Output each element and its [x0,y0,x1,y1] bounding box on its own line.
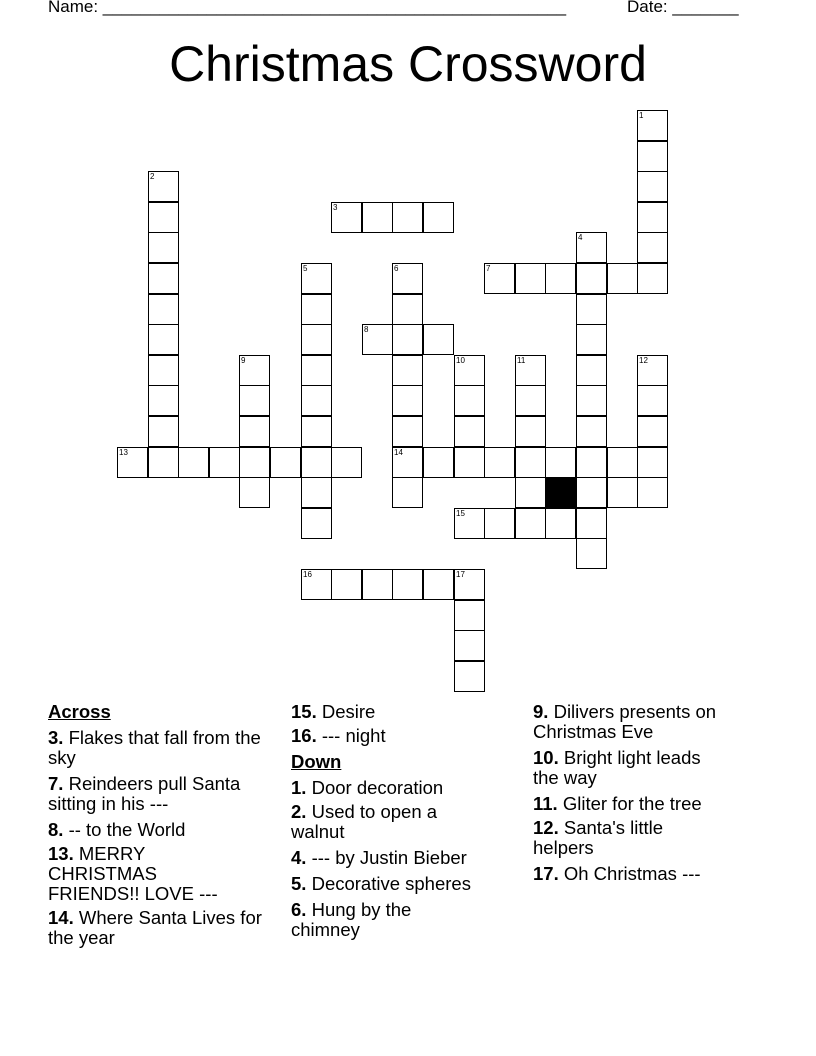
crossword-cell[interactable] [607,263,638,294]
crossword-cell[interactable] [637,447,668,478]
crossword-cell[interactable] [423,447,454,478]
crossword-cell[interactable] [637,477,668,508]
crossword-cell[interactable] [301,263,332,294]
crossword-cell[interactable] [392,385,423,416]
crossword-cell[interactable] [362,569,393,600]
crossword-cell[interactable] [148,385,179,416]
clue-down-5: 5. Decorative spheres [291,873,471,894]
crossword-cell[interactable] [392,202,423,233]
clue-number: 11 [517,356,526,365]
clue-down-12: 12. Santa's little helpers [533,817,664,858]
crossword-cell[interactable] [637,232,668,263]
crossword-cell[interactable] [148,263,179,294]
clue-number: 8 [364,325,369,334]
clue-down-6: 6. Hung by the chimney [291,899,412,940]
crossword-cell[interactable] [148,294,179,325]
crossword-cell[interactable] [148,232,179,263]
crossword-cell[interactable] [301,324,332,355]
crossword-cell[interactable] [148,416,179,447]
crossword-cell[interactable] [576,477,607,508]
crossword-cell[interactable] [576,385,607,416]
clue-column-1 [48,702,278,954]
clue-across-8: 8. -- to the World [48,819,186,840]
clue-across-7: 7. Reindeers pull Santa sitting in his --- [48,773,241,814]
crossword-cell[interactable] [392,447,423,478]
crossword-cell[interactable] [637,355,668,386]
crossword-cell[interactable] [545,263,576,294]
crossword-cell[interactable] [454,355,485,386]
clue-across-14: 14. Where Santa Lives for the year [48,907,262,948]
date-field[interactable]: Date: _______ [627,0,739,16]
crossword-cell[interactable] [301,416,332,447]
crossword-cell[interactable] [301,294,332,325]
clue-number: 17 [456,570,465,579]
crossword-cell[interactable] [392,416,423,447]
clue-down-10: 10. Bright light leads the way [533,747,701,788]
clue-down-2: 2. Used to open a walnut [291,801,438,842]
crossword-cell[interactable] [331,447,362,478]
clue-number: 2 [150,172,155,181]
across-heading: Across [48,701,111,722]
crossword-cell[interactable] [392,477,423,508]
crossword-cell[interactable] [148,324,179,355]
crossword-cell[interactable] [454,416,485,447]
crossword-cell[interactable] [637,171,668,202]
crossword-cell[interactable] [362,202,393,233]
crossword-cell[interactable] [637,416,668,447]
crossword-cell[interactable] [515,508,546,539]
crossword-cell[interactable] [576,447,607,478]
crossword-cell[interactable] [301,477,332,508]
crossword-cell[interactable] [392,569,423,600]
crossword-cell[interactable] [301,447,332,478]
crossword-cell[interactable] [423,569,454,600]
clue-number: 16 [303,570,312,579]
crossword-cell[interactable] [484,263,515,294]
clue-column-3 [533,702,733,890]
clue-across-15: 15. Desire [291,701,376,722]
crossword-cell[interactable] [392,263,423,294]
crossword-cell[interactable] [392,324,423,355]
crossword-cell[interactable] [454,508,485,539]
clue-across-3: 3. Flakes that fall from the sky [48,727,261,768]
crossword-cell[interactable] [637,385,668,416]
crossword-cell[interactable] [270,447,301,478]
crossword-cell[interactable] [454,600,485,631]
crossword-cell[interactable] [148,355,179,386]
clue-number: 7 [486,264,491,273]
clue-down-1: 1. Door decoration [291,777,444,798]
crossword-cell[interactable] [423,324,454,355]
clue-number: 12 [639,356,648,365]
crossword-cell[interactable] [545,508,576,539]
clue-number: 14 [394,448,403,457]
crossword-cell[interactable] [392,294,423,325]
crossword-cell[interactable] [301,508,332,539]
crossword-cell[interactable] [576,416,607,447]
clue-number: 6 [394,264,399,273]
crossword-cell[interactable] [148,202,179,233]
clue-down-9: 9. Dilivers presents on Christmas Eve [533,701,717,742]
crossword-cell[interactable] [239,416,270,447]
crossword-cell[interactable] [576,324,607,355]
crossword-cell[interactable] [545,447,576,478]
crossword-cell[interactable] [454,661,485,692]
crossword-cell[interactable] [331,202,362,233]
crossword-cell[interactable] [454,630,485,661]
crossword-cell[interactable] [576,263,607,294]
clue-across-16: 16. --- night [291,725,386,746]
clue-number: 5 [303,264,308,273]
crossword-cell[interactable] [209,447,240,478]
clue-number: 9 [241,356,246,365]
crossword-cell[interactable] [331,569,362,600]
crossword-cell[interactable] [637,263,668,294]
crossword-cell[interactable] [637,110,668,141]
clue-number: 3 [333,203,338,212]
crossword-cell[interactable] [515,477,546,508]
crossword-cell[interactable] [484,508,515,539]
crossword-cell[interactable] [607,477,638,508]
clue-down-4: 4. --- by Justin Bieber [291,847,467,868]
crossword-cell[interactable] [148,447,179,478]
crossword-cell[interactable] [178,447,209,478]
clue-number: 15 [456,509,465,518]
clue-down-17: 17. Oh Christmas --- [533,863,701,884]
crossword-cell[interactable] [637,202,668,233]
crossword-cell[interactable] [576,294,607,325]
clue-number: 10 [456,356,465,365]
crossword-cell[interactable] [239,385,270,416]
crossword-cell[interactable] [576,355,607,386]
crossword-cell[interactable] [392,355,423,386]
crossword-cell[interactable] [454,447,485,478]
clue-across-13: 13. MERRY CHRISTMAS FRIENDS!! LOVE --- [48,843,218,904]
crossword-cell[interactable] [515,416,546,447]
crossword-cell[interactable] [148,171,179,202]
crossword-cell[interactable] [484,447,515,478]
page-title: Christmas Crossword [169,36,647,92]
crossword-cell[interactable] [576,538,607,569]
crossword-cell[interactable] [239,355,270,386]
crossword-cell[interactable] [515,263,546,294]
clue-down-11: 11. Gliter for the tree [533,793,702,814]
clue-number: 1 [639,111,644,120]
crossword-cell[interactable] [576,508,607,539]
crossword-cell[interactable] [117,447,148,478]
crossword-cell[interactable] [454,569,485,600]
clue-number: 13 [119,448,128,457]
crossword-cell[interactable] [607,447,638,478]
clue-number: 4 [578,233,583,242]
crossword-cell[interactable] [515,447,546,478]
crossword-cell[interactable] [423,202,454,233]
crossword-cell[interactable] [454,385,485,416]
crossword-cell[interactable] [576,232,607,263]
crossword-cell[interactable] [239,447,270,478]
crossword-cell[interactable] [301,355,332,386]
down-heading: Down [291,751,342,772]
crossword-cell[interactable] [515,385,546,416]
crossword-cell[interactable] [362,324,393,355]
crossword-cell[interactable] [239,477,270,508]
clue-column-2 [291,702,511,946]
crossword-black-square [545,477,576,508]
crossword-cell[interactable] [637,141,668,172]
crossword-cell[interactable] [515,355,546,386]
crossword-cell[interactable] [301,569,332,600]
crossword-cell[interactable] [301,385,332,416]
name-field[interactable]: Name: _________________________________________________ [48,0,567,16]
